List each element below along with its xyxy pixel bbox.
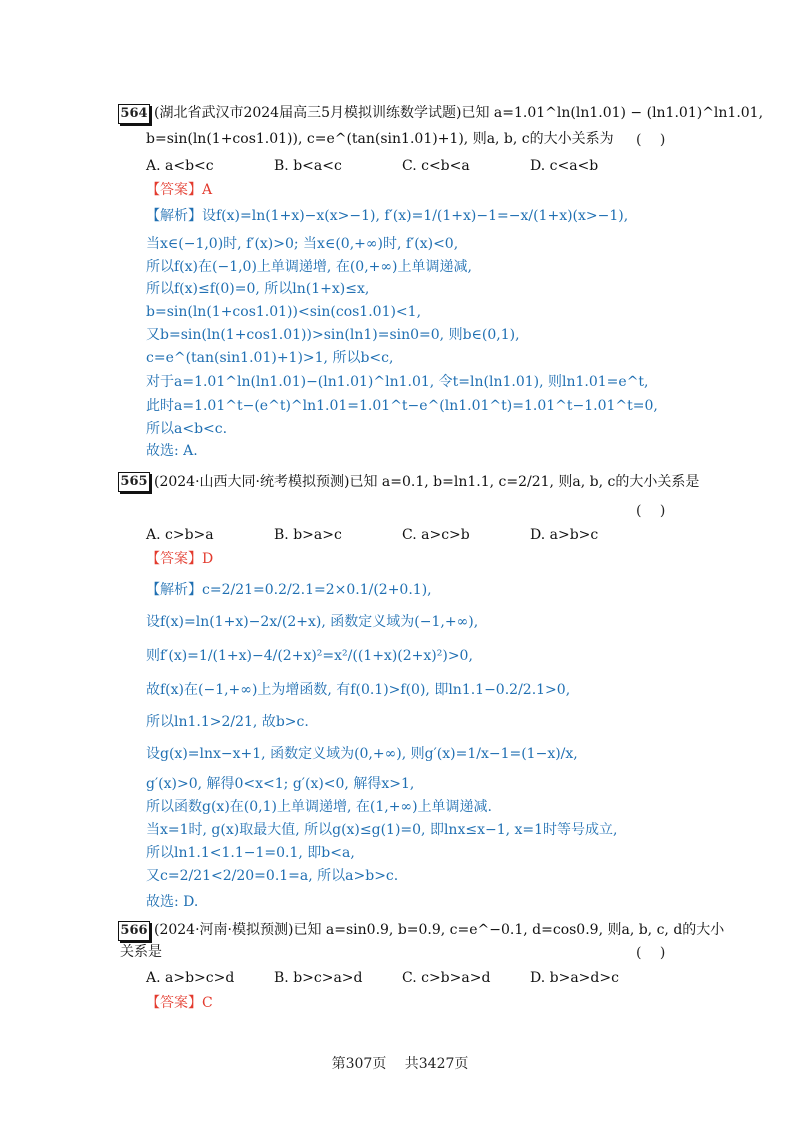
q564-analysis-7: c=e^(tan(sin1.01)+1)>1, 所以b<c, (146, 350, 394, 366)
analysis-text: 设f(x)=ln(1+x)−x(x>−1), f′(x)=1/(1+x)−1=−x/(1+x)(x>−1), (202, 208, 629, 224)
q564-option-a: A. a<b<c (146, 158, 214, 174)
q564-option-c: C. c<b<a (402, 158, 470, 174)
q565-answer-paren: ( ) (636, 503, 666, 519)
q564-analysis-1 (146, 206, 628, 226)
q565-analysis-9: 当x=1时, g(x)取最大值, 所以g(x)≤g(1)=0, 即lnx≤x−1, x=1时等号成立, (146, 822, 618, 838)
analysis-tag: 【解析】 (146, 208, 202, 224)
q564-option-b: B. b<a<c (274, 158, 342, 174)
q566-option-c: C. c>b>a>d (402, 970, 491, 986)
question-number-565: 565 (118, 472, 150, 492)
q564-analysis-6: 又b=sin(ln(1+cos1.01))>sin(ln1)=sin0=0, 则b∈(0,1), (146, 327, 520, 343)
q566-answer (146, 993, 213, 1013)
answer-value: C (202, 995, 213, 1011)
q564-analysis-11: 故选: A. (146, 443, 198, 459)
answer-value: D (202, 551, 214, 567)
q566-options (146, 968, 658, 988)
analysis-text: c=2/21=0.2/2.1=2×0.1/(2+0.1), (202, 582, 432, 598)
q565-analysis-8: 所以函数g(x)在(0,1)上单调递增, 在(1,+∞)上单调递减. (146, 799, 492, 815)
q565-stem-line1: (2024·山西大同·统考模拟预测)已知 a=0.1, b=ln1.1, c=2/21, 则a, b, c的大小关系是 (154, 474, 700, 490)
answer-value: A (202, 182, 213, 198)
answer-tag: 【答案】 (146, 551, 202, 567)
q564-answer (146, 180, 212, 200)
q564-analysis-3: 所以f(x)在(−1,0)上单调递增, 在(0,+∞)上单调递减, (146, 259, 472, 275)
q564-options (146, 156, 658, 176)
q564-analysis-9: 此时a=1.01^t−(e^t)^ln1.01=1.01^t−e^(ln1.01^t)=1.01^t−1.01^t=0, (146, 398, 658, 414)
q565-analysis-6: 设g(x)=lnx−x+1, 函数定义域为(0,+∞), 则g′(x)=1/x−1=(1−x)/x, (146, 746, 578, 762)
q565-analysis-7: g′(x)>0, 解得0<x<1; g′(x)<0, 解得x>1, (146, 776, 415, 792)
answer-tag: 【答案】 (146, 995, 202, 1011)
q564-analysis-5: b=sin(ln(1+cos1.01))<sin(cos1.01)<1, (146, 304, 422, 320)
q565-options (146, 525, 658, 545)
q565-analysis-11: 又c=2/21<2/20=0.1=a, 所以a>b>c. (146, 868, 399, 884)
q564-answer-paren: ( ) (636, 132, 666, 148)
q566-option-d: D. b>a>d>c (530, 970, 619, 986)
q564-analysis-10: 所以a<b<c. (146, 421, 228, 437)
q565-analysis-10: 所以ln1.1<1.1−1=0.1, 即b<a, (146, 845, 355, 861)
q566-option-b: B. b>c>a>d (274, 970, 363, 986)
q564-stem-line1: (湖北省武汉市2024届高三5月模拟训练数学试题)已知 a=1.01^ln(ln1.01) − (ln1.01)^ln1.01, (154, 105, 764, 121)
q565-analysis-3: 则f′(x)=1/(1+x)−4/(2+x)²=x²/((1+x)(2+x)²)>0, (146, 648, 473, 664)
q566-stem-line2: 关系是 (120, 944, 162, 960)
q566-option-a: A. a>b>c>d (146, 970, 235, 986)
q565-option-b: B. b>a>c (274, 527, 342, 543)
question-number-566: 566 (118, 921, 150, 941)
question-number-564: 564 (118, 104, 150, 124)
page-footer: 第307页 共3427页 (331, 1056, 469, 1072)
q566-stem-line1: (2024·河南·模拟预测)已知 a=sin0.9, b=0.9, c=e^−0.1, d=cos0.9, 则a, b, c, d的大小 (154, 922, 725, 938)
q565-analysis-5: 所以ln1.1>2/21, 故b>c. (146, 714, 309, 730)
analysis-tag: 【解析】 (146, 582, 202, 598)
q564-analysis-2: 当x∈(−1,0)时, f′(x)>0; 当x∈(0,+∞)时, f′(x)<0, (146, 236, 459, 252)
q565-answer (146, 549, 213, 569)
q565-option-d: D. a>b>c (530, 527, 599, 543)
q564-analysis-8: 对于a=1.01^ln(ln1.01)−(ln1.01)^ln1.01, 令t=ln(ln1.01), 则ln1.01=e^t, (146, 374, 649, 390)
q565-analysis-12: 故选: D. (146, 894, 199, 910)
q565-analysis-1 (146, 580, 432, 600)
q565-analysis-2: 设f(x)=ln(1+x)−2x/(2+x), 函数定义域为(−1,+∞), (146, 614, 479, 630)
q564-analysis-4: 所以f(x)≤f(0)=0, 所以ln(1+x)≤x, (146, 281, 370, 297)
q564-stem-line2: b=sin(ln(1+cos1.01)), c=e^(tan(sin1.01)+1), 则a, b, c的大小关系为 (146, 131, 614, 147)
q564-option-d: D. c<a<b (530, 158, 599, 174)
answer-tag: 【答案】 (146, 182, 202, 198)
q565-analysis-4: 故f(x)在(−1,+∞)上为增函数, 有f(0.1)>f(0), 即ln1.1−0.2/2.1>0, (146, 682, 571, 698)
q566-answer-paren: ( ) (636, 945, 666, 961)
q565-option-c: C. a>c>b (402, 527, 470, 543)
q565-option-a: A. c>b>a (146, 527, 214, 543)
